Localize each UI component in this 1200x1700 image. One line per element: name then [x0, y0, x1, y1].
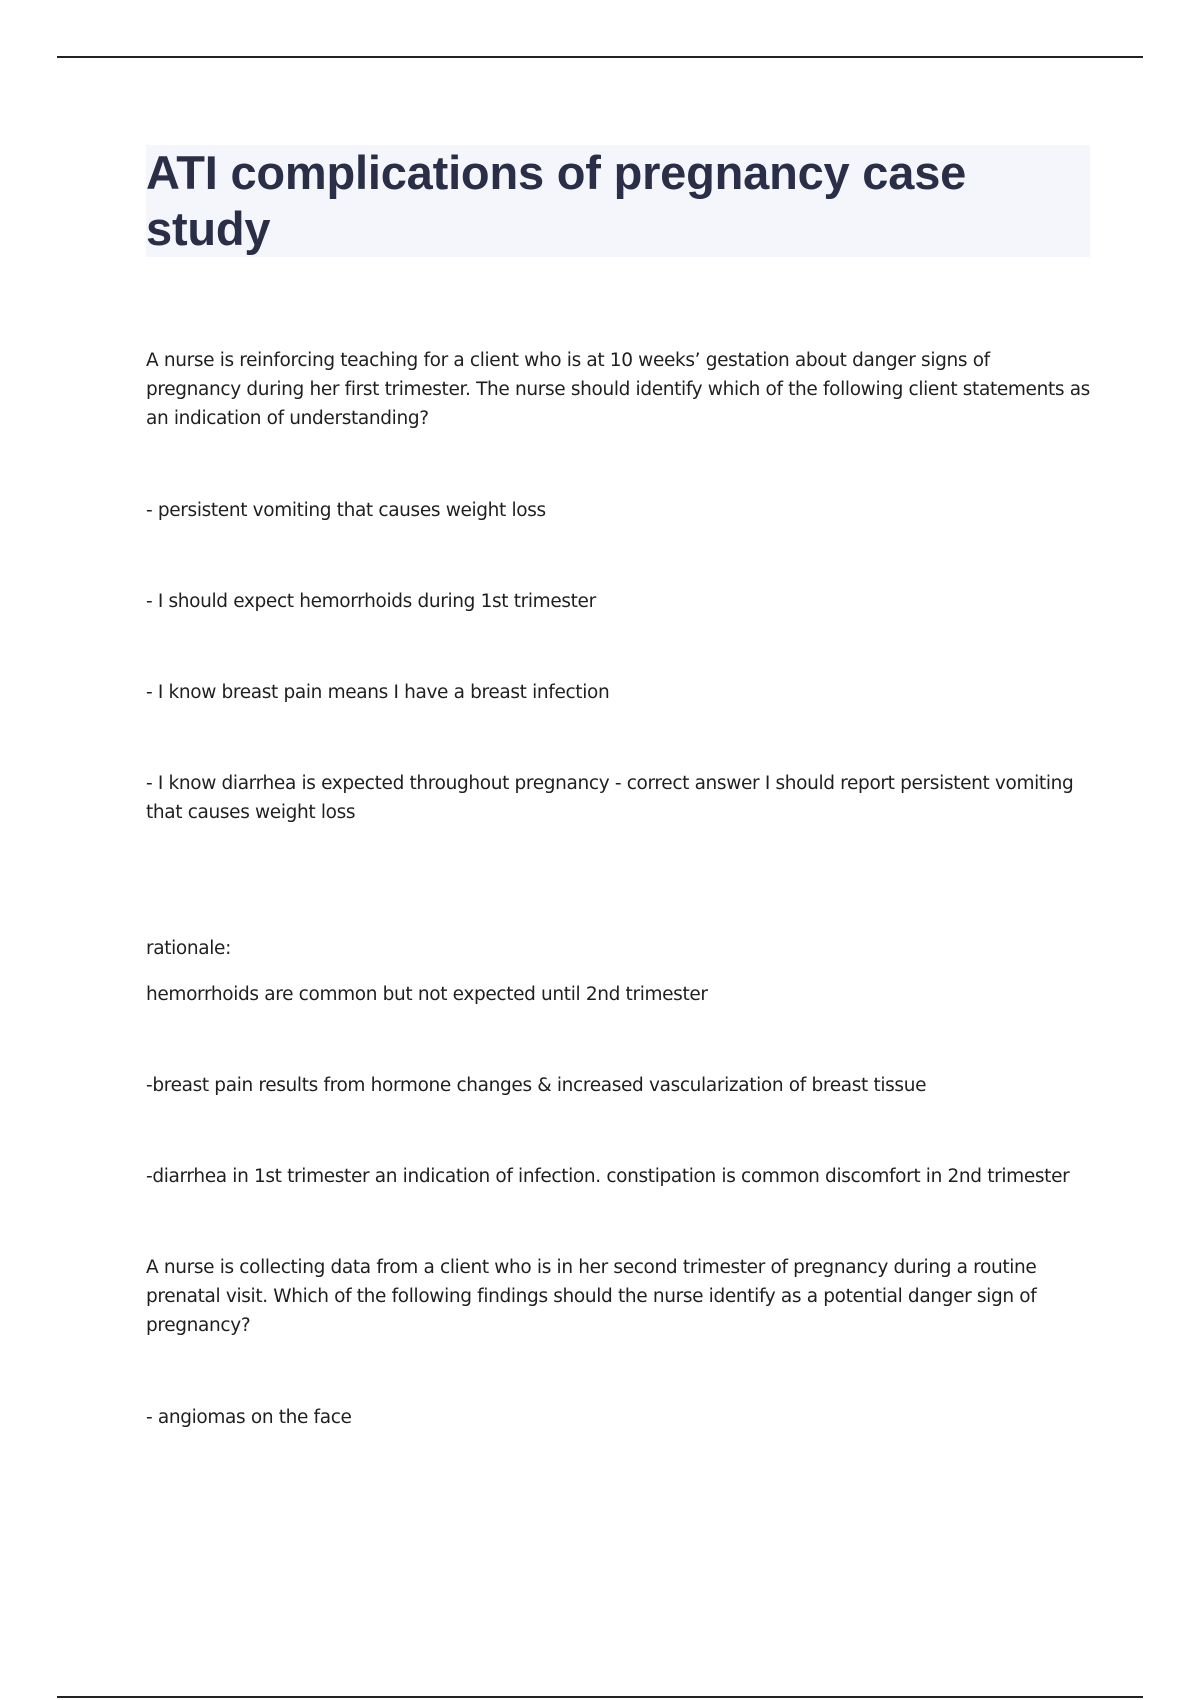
title-banner [146, 145, 1090, 257]
question-2-option: - angiomas on the face [146, 1407, 352, 1428]
page-title: ATI complications of pregnancy case study [146, 146, 967, 255]
question-1-option: - I should expect hemorrhoids during 1st trimester [146, 591, 596, 612]
footer-rule [57, 1696, 1143, 1698]
question-1-stem: A nurse is reinforcing teaching for a client who is at 10 weeks’ gestation about danger signs of pregnancy during her first trimester. The nurse should identify which of the following client statements as an indication of understanding? [146, 350, 1090, 429]
question-1-option: - I know diarrhea is expected throughout pregnancy - correct answer I should report persistent vomiting that causes weight loss [146, 773, 1074, 823]
question-1-option: - I know breast pain means I have a breast infection [146, 682, 610, 703]
header-rule [57, 56, 1143, 58]
rationale-item: hemorrhoids are common but not expected until 2nd trimester [146, 984, 708, 1005]
rationale-label: rationale: [146, 938, 231, 959]
rationale-item: -breast pain results from hormone changes & increased vascularization of breast tissue [146, 1075, 927, 1096]
rationale-item: -diarrhea in 1st trimester an indication of infection. constipation is common discomfort in 2nd trimester [146, 1166, 1070, 1187]
question-2-stem: A nurse is collecting data from a client who is in her second trimester of pregnancy during a routine prenatal visit. Which of the following findings should the nurse identify as a potential danger sign of pregnancy? [146, 1257, 1037, 1336]
question-1-option: - persistent vomiting that causes weight loss [146, 500, 546, 521]
